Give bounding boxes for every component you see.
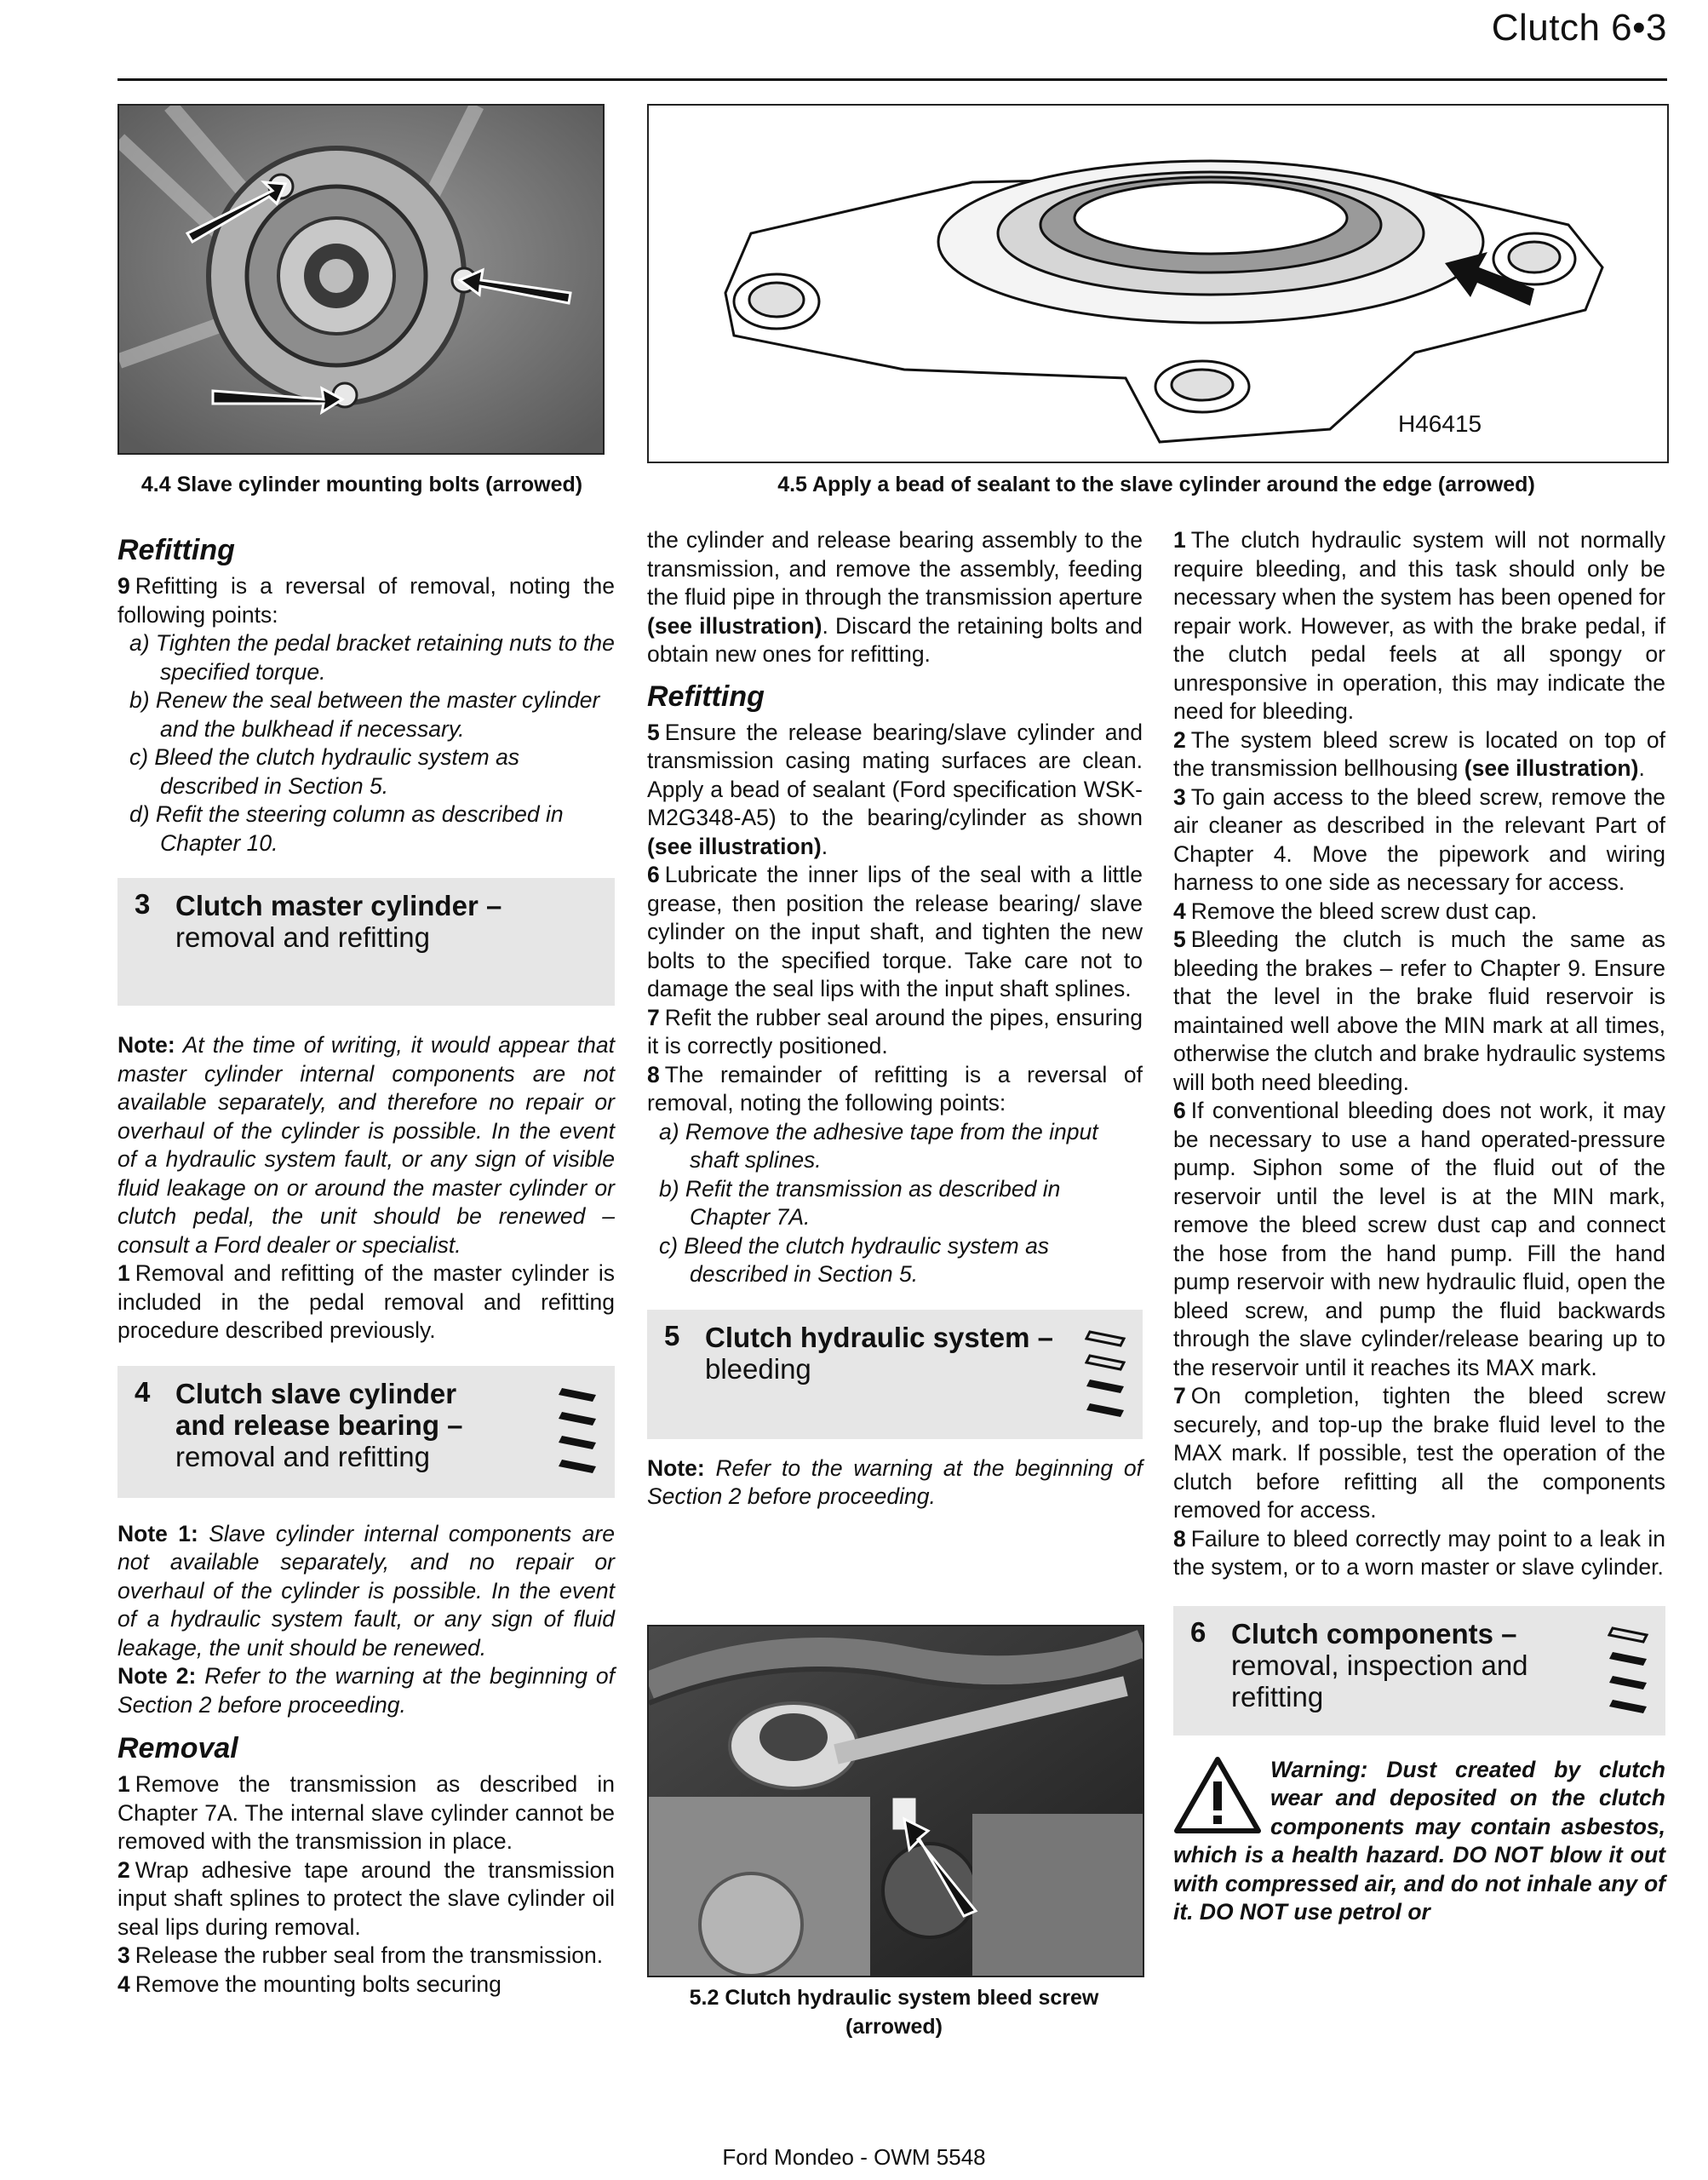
paragraph-number: 5 — [1173, 926, 1186, 952]
section-title-rest: bleeding — [705, 1352, 811, 1385]
refit-points-list — [117, 629, 615, 858]
section-title — [175, 890, 502, 953]
paragraph-text: Refitting is a reversal of removal, noting the following points: — [117, 573, 615, 628]
see-illustration-ref: (see illustration) — [1464, 755, 1639, 781]
removal-step-4 — [117, 1971, 615, 1999]
note-label: Note 2: — [117, 1663, 197, 1689]
paragraph-text: To gain access to the bleed screw, remove the air cleaner as described in the relevant Part of Chapter 4. Move the pipework and wiring harness to one side as necessary for access. — [1173, 783, 1665, 895]
figure-4-5-drawing — [647, 104, 1669, 463]
list-item: a) Tighten the pedal bracket retaining nuts to the specified torque. — [129, 630, 615, 685]
paragraph-text: Refit the rubber seal around the pipes, ensuring it is correctly positioned. — [647, 1004, 1143, 1058]
list-item: d) Refit the steering column as described in Chapter 10. — [129, 801, 564, 856]
paragraph-number: 6 — [1173, 1098, 1186, 1123]
list-item: c) Bleed the clutch hydraulic system as described in Section 5. — [659, 1232, 1050, 1287]
header-rule — [117, 78, 1667, 81]
paragraph-text: If conventional bleeding does not work, it may be necessary to use a hand operated-pressure pump. Siphon some of the fluid out of the reservoir until the level is at the MIN mark, remove the bleed screw dust cap and connect the hose from the hand pump. Fill the hand pump reservoir with new hydraulic fluid, open the bleed screw, and pump the fluid backwards through the slave cylinder/release bearing up to the reservoir until it reaches its MAX mark. — [1173, 1098, 1665, 1380]
paragraph-number: 2 — [117, 1856, 130, 1883]
note-2-section-4 — [117, 1662, 615, 1719]
column-1 — [117, 526, 615, 1999]
paragraph-number: 7 — [1173, 1383, 1186, 1408]
list-item: b) Refit the transmission as described in Chapter 7A. — [659, 1175, 1061, 1230]
paragraph-number: 2 — [1173, 726, 1186, 753]
paragraph-number: 8 — [647, 1061, 660, 1087]
paragraph-text: On completion, tighten the bleed screw securely, and top-up the brake fluid level to the MAX mark. If possible, test the operation of the clutch before refitting all the components removed for access. — [1173, 1383, 1665, 1523]
difficulty-spanner-icon — [1608, 1620, 1654, 1722]
refitting-heading-2: Refitting — [647, 680, 765, 713]
page-footer: Ford Mondeo - OWM 5548 — [722, 2144, 986, 2170]
section-number: 5 — [664, 1319, 680, 1351]
paragraph-5 — [647, 719, 1143, 862]
figure-5-2-photo — [647, 1625, 1144, 1977]
warning-block — [1173, 1756, 1665, 1927]
section-title — [175, 1378, 499, 1472]
paragraph-text: Bleeding the clutch is much the same as bleeding the brakes – refer to Chapter 9. Ensure that the level in the brake fluid reservoir is maintained well above the MIN mark at all times, otherwise the clutch and brake hydraulic systems will both need bleeding. — [1173, 926, 1665, 1095]
note-text: Refer to the warning at the beginning of Section 2 before proceeding. — [117, 1663, 615, 1718]
continued-paragraph — [647, 526, 1143, 669]
paragraph-number: 5 — [647, 719, 660, 745]
section-4-box — [117, 1366, 615, 1498]
column-3 — [1173, 526, 1665, 1927]
paragraph-9 — [117, 572, 615, 629]
column-2 — [647, 526, 1143, 1512]
note-label: Note: — [117, 1032, 175, 1058]
paragraph-number: 1 — [117, 1771, 130, 1797]
warning-text: Warning: Dust created by clutch wear and deposited on the clutch components may contain asbestos, which is a health hazard. DO NOT blow it out with compressed air, and do not inhale any of it. DO NOT use petrol or — [1173, 1756, 1665, 1925]
bleed-step-4 — [1173, 898, 1665, 926]
paragraph-text: The remainder of refitting is a reversal of removal, noting the following points: — [647, 1061, 1143, 1116]
paragraph-number: 1 — [1173, 527, 1186, 553]
note-label: Note: — [647, 1454, 705, 1481]
paragraph-number: 1 — [117, 1260, 130, 1286]
figure-5-2-caption: 5.2 Clutch hydraulic system bleed screw (arrowed) — [689, 1986, 1099, 2039]
page-header-title: Clutch 6•3 — [1491, 7, 1667, 49]
removal-step-3 — [117, 1942, 615, 1971]
paragraph-text-end: . — [821, 833, 828, 859]
section-title-rest: removal and refitting — [175, 1440, 430, 1472]
paragraph-text: Ensure the release bearing/slave cylinder and transmission casing mating surfaces are clean. Apply a bead of sealant (Ford specification WSK-M2G348-A5) to the bearing/cylinder as shown — [647, 719, 1143, 830]
note-text: Refer to the warning at the beginning of Section 2 before proceeding. — [647, 1454, 1143, 1509]
bleed-step-8 — [1173, 1525, 1665, 1582]
section-title — [1231, 1618, 1572, 1712]
note-text: Slave cylinder internal components are not available separately, and no repair or overhaul of the cylinder is possible. In the event of a hydraulic system fault, or any sign of fluid leakage, the unit should be renewed. — [117, 1520, 615, 1661]
figure-4-5-caption: 4.5 Apply a bead of sealant to the slave cylinder around the edge (arrowed) — [777, 473, 1535, 496]
paragraph-number: 6 — [647, 862, 660, 887]
figure-4-5-drawing-code: H46415 — [1398, 410, 1482, 437]
bleed-step-3 — [1173, 783, 1665, 898]
note-label: Note 1: — [117, 1520, 198, 1546]
figure-4-4-photo — [117, 104, 605, 455]
section-title-bold: Clutch components – — [1231, 1617, 1517, 1649]
paragraph-1 — [117, 1259, 615, 1345]
see-illustration-ref: (see illustration) — [647, 833, 822, 859]
bleed-step-5 — [1173, 926, 1665, 1097]
paragraph-text: Failure to bleed correctly may point to a leak in the system, or to a worn master or slave cylinder. — [1173, 1525, 1665, 1580]
removal-step-2 — [117, 1856, 615, 1942]
note-section-3 — [117, 1031, 615, 1259]
removal-step-1 — [117, 1770, 615, 1856]
note-text: At the time of writing, it would appear that master cylinder internal components are not available separately, and therefore no repair or overhaul of the cylinder is possible. In the event of a hydraulic system fault, or any sign of visible fluid leakage on or around the master cylinder or clutch pedal, the unit should be renewed – consult a Ford dealer or specialist. — [117, 1032, 615, 1258]
section-title-bold: Clutch slave cylinder and release bearing – — [175, 1377, 463, 1441]
section-title — [705, 1322, 1053, 1385]
difficulty-spanner-icon — [557, 1380, 603, 1482]
paragraph-text: Release the rubber seal from the transmission. — [135, 1942, 604, 1968]
paragraph-text: The clutch hydraulic system will not normally require bleeding, and this task should only be necessary when the system has been opened for repair work. However, as with the brake pedal, if the clutch pedal feels at all spongy or unresponsive in operation, this may indicate the need for bleeding. — [1173, 527, 1665, 724]
paragraph-7 — [647, 1004, 1143, 1061]
bleed-step-1 — [1173, 526, 1665, 726]
section-3-box — [117, 878, 615, 1006]
refitting-heading-1: Refitting — [117, 534, 235, 566]
paragraph-number: 9 — [117, 573, 130, 599]
paragraph-8 — [647, 1061, 1143, 1118]
paragraph-text: Wrap adhesive tape around the transmission input shaft splines to protect the slave cylinder oil seal lips during removal. — [117, 1856, 615, 1940]
refit-points-list-2 — [647, 1118, 1143, 1289]
paragraph-number: 8 — [1173, 1525, 1186, 1552]
list-item: a) Remove the adhesive tape from the input shaft splines. — [659, 1118, 1098, 1173]
paragraph-6 — [647, 861, 1143, 1004]
paragraph-text: Remove the mounting bolts securing — [135, 1971, 502, 1997]
section-number: 4 — [135, 1375, 151, 1408]
section-title-rest: removal, inspection and refitting — [1231, 1649, 1528, 1712]
see-illustration-ref: (see illustration) — [647, 612, 822, 639]
paragraph-text: Removal and refitting of the master cylinder is included in the pedal removal and refitting procedure described previously. — [117, 1260, 615, 1343]
bleed-step-2 — [1173, 726, 1665, 783]
difficulty-spanner-icon — [1085, 1323, 1131, 1426]
section-5-box — [647, 1310, 1143, 1439]
bleed-step-7 — [1173, 1382, 1665, 1525]
section-title-bold: Clutch master cylinder – — [175, 890, 502, 921]
paragraph-text-end: . — [1638, 755, 1645, 781]
paragraph-text: the cylinder and release bearing assembly to the transmission, and remove the assembly, feeding the fluid pipe in through the transmission aperture — [647, 527, 1143, 610]
figure-4-4-caption: 4.4 Slave cylinder mounting bolts (arrowed) — [140, 473, 583, 496]
paragraph-number: 4 — [117, 1971, 130, 1997]
note-1-section-4 — [117, 1520, 615, 1663]
removal-heading: Removal — [117, 1732, 238, 1764]
list-item: c) Bleed the clutch hydraulic system as described in Section 5. — [129, 744, 520, 799]
paragraph-number: 4 — [1173, 898, 1186, 924]
paragraph-text: The system bleed screw is located on top of the transmission bellhousing — [1173, 726, 1665, 781]
paragraph-number: 3 — [1173, 783, 1186, 810]
warning-triangle-icon — [1173, 1756, 1262, 1834]
paragraph-number: 7 — [647, 1004, 660, 1030]
section-6-box — [1173, 1606, 1665, 1735]
paragraph-text: Lubricate the inner lips of the seal with a little grease, then position the release bearing/ slave cylinder on the input shaft, and tighten the new bolts to the specified torque. Take care not to damage the seal lips with the input shaft splines. — [647, 862, 1143, 1001]
paragraph-text: Remove the transmission as described in Chapter 7A. The internal slave cylinder cannot be removed with the transmission in place. — [117, 1771, 615, 1854]
section-number: 3 — [135, 888, 151, 920]
section-title-bold: Clutch hydraulic system – — [705, 1321, 1053, 1353]
paragraph-text: Remove the bleed screw dust cap. — [1190, 898, 1538, 924]
bleed-step-6 — [1173, 1097, 1665, 1382]
section-number: 6 — [1190, 1615, 1206, 1648]
note-section-5 — [647, 1454, 1143, 1512]
paragraph-text-end: . Discard the retaining bolts and obtain new ones for refitting. — [647, 612, 1143, 667]
section-title-rest: removal and refitting — [175, 921, 430, 953]
paragraph-number: 3 — [117, 1942, 130, 1968]
list-item: b) Renew the seal between the master cylinder and the bulkhead if necessary. — [129, 687, 600, 742]
